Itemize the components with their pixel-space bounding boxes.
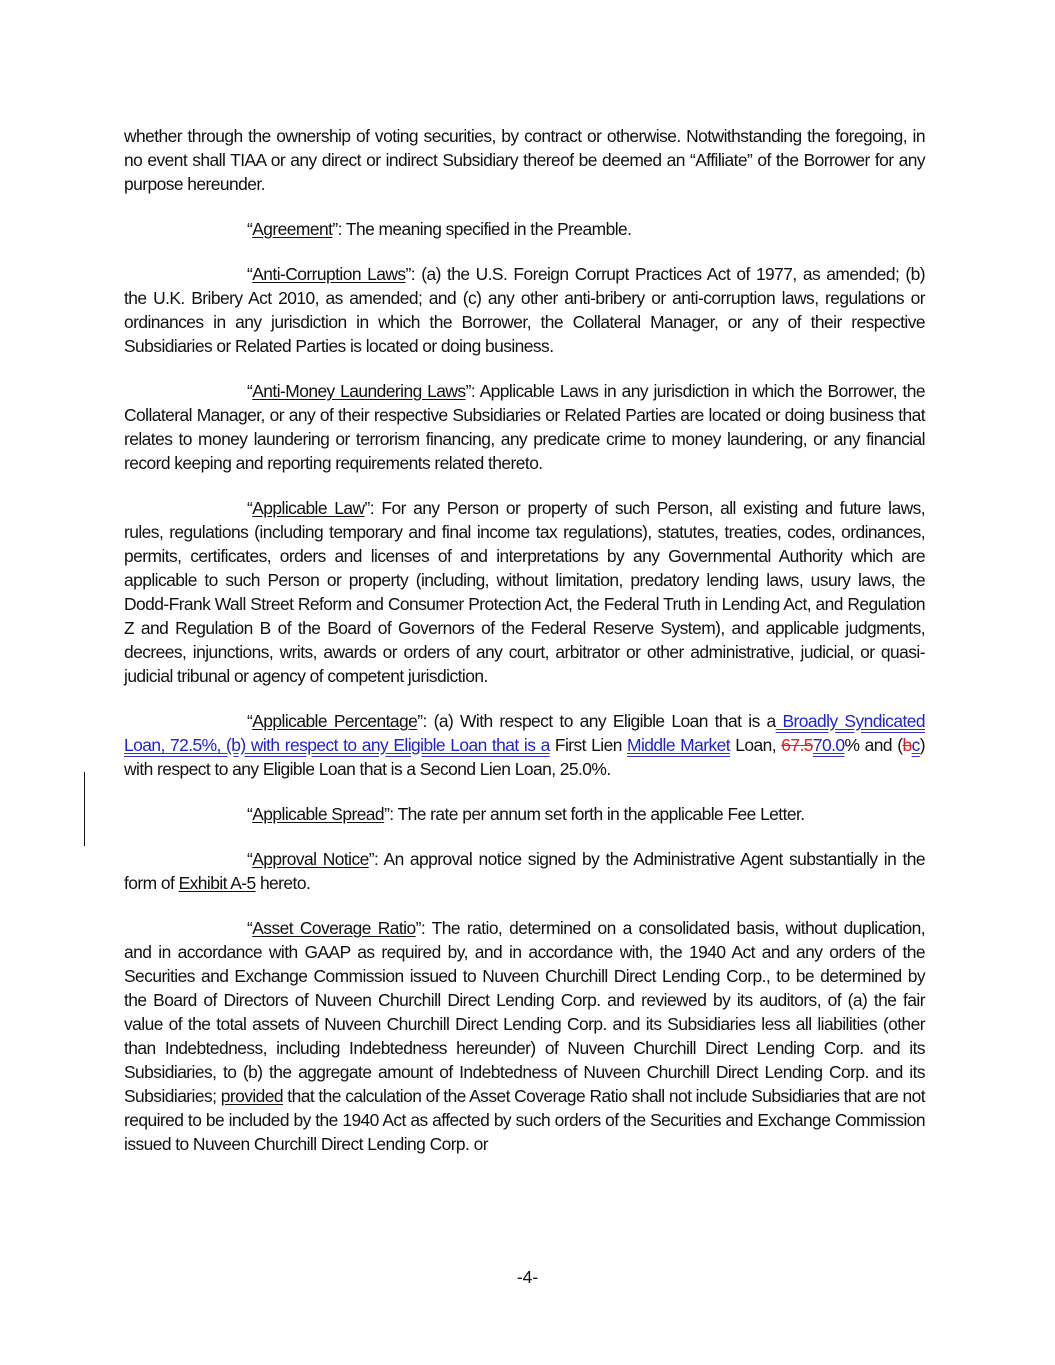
open-quote: “ [247, 918, 253, 938]
close-quote: ”: [417, 711, 434, 731]
defined-term: Applicable Law [252, 498, 365, 518]
close-quote: ”: [405, 264, 422, 284]
definition-text: The rate per annum set forth in the applicable Fee Letter. [397, 804, 805, 824]
definition-text: The ratio, determined on a consolidated basis, without duplication, and in accordance with GAAP as required by, and in accordance with, the 1940 Act and any orders of the Securities and Exchange Commission issued to Nuveen Churchill Direct Lending Corp., to be determined by the Board of Directors of Nuveen Churchill Direct Lending Corp. and reviewed by its auditors, of (a) the fair value of the total assets of Nuveen Churchill Direct Lending Corp. and its Subsidiaries less all liabilities (other than Indebtedness, including Indebtedness hereunder) of Nuveen Churchill Direct Lending Corp. and its Subsidiaries, to (b) the aggregate amount of Indebtedness of Nuveen Churchill Direct Lending Corp. and its Subsidiaries; [124, 918, 925, 1106]
open-quote: “ [247, 264, 253, 284]
paragraph-text: whether through the ownership of voting securities, by contract or otherwise. Notwithstanding the foregoing, in no event shall TIAA or any direct or indirect Subsidiary thereof be deemed an “Affiliate” of the Borrower for any purpose hereunder. [124, 126, 925, 194]
defined-term: Asset Coverage Ratio [252, 918, 416, 938]
close-quote: ”: [364, 498, 382, 518]
paragraph-affiliate-continuation [124, 124, 925, 196]
definition-approval-notice [124, 847, 925, 895]
defined-term: Applicable Percentage [252, 711, 418, 731]
inserted-text: Broadly Syndicated Loan, 72.5%, (b) with respect to any Eligible Loan that is a [124, 711, 925, 755]
defined-term: Agreement [252, 219, 333, 239]
close-quote: ”: [415, 918, 432, 938]
document-page [124, 124, 925, 1177]
open-quote: “ [247, 498, 253, 518]
exhibit-reference: Exhibit A-5 [178, 873, 256, 893]
definition-text: An approval notice signed by the Administrative Agent substantially in the form of [124, 849, 925, 893]
definition-applicable-spread [124, 802, 925, 826]
definition-anti-money-laundering-laws [124, 379, 925, 475]
close-quote: ”: [384, 804, 398, 824]
definition-text: For any Person or property of such Person, all existing and future laws, rules, regulations (including temporary and final income tax regulations), statutes, treaties, codes, ordinances, permits, certificates, orders and licenses of and interpretations by any Governmental Authority which are applicable to such Person or property (including, without limitation, predatory lending laws, usury laws, the Dodd-Frank Wall Street Reform and Consumer Protection Act, the Federal Truth in Lending Act, and Regulation Z and Regulation B of the Board of Governors of the Federal Reserve System), and applicable judgments, decrees, injunctions, writs, awards or orders of any court, arbitrator or other administrative, judicial, or quasi-judicial tribunal or agency of competent jurisdiction. [124, 498, 926, 686]
definition-text: hereto. [255, 873, 311, 893]
definition-asset-coverage-ratio [124, 916, 925, 1156]
defined-term: Anti-Money Laundering Laws [252, 381, 466, 401]
definition-applicable-law [124, 496, 925, 688]
revision-change-bar [84, 772, 85, 846]
definition-anti-corruption-laws [124, 262, 925, 358]
definition-text: (a) the U.S. Foreign Corrupt Practices Act of 1977, as amended; (b) the U.K. Bribery Act 2010, as amended; and (c) any other anti-bribery or anti-corruption laws, regulations or ordinances in any jurisdiction in which the Borrower, the Collateral Manager, or any of their respective Subsidiaries or Related Parties is located or doing business. [124, 264, 925, 356]
proviso-term: provided [220, 1086, 284, 1106]
definition-text: Applicable Laws in any jurisdiction in which the Borrower, the Collateral Manager, or any of their respective Subsidiaries or Related Parties are located or doing business that relates to money laundering or terrorism financing, any predicate crime to money laundering, or any financial record keeping and reporting requirements related thereto. [124, 381, 925, 473]
definition-text: % and ( [844, 735, 903, 755]
inserted-text: 70.0 [812, 735, 845, 755]
defined-term: Approval Notice [252, 849, 369, 869]
definition-agreement [124, 217, 925, 241]
definition-text: Loan, [730, 735, 782, 755]
deleted-text: b [902, 735, 912, 755]
definition-text: First Lien [549, 735, 628, 755]
definition-text: that the calculation of the Asset Coverage Ratio shall not include Subsidiaries that are not required to be included by the 1940 Act as affected by such orders of the Securities and Exchange Commission issued to Nuveen Churchill Direct Lending Corp. or [124, 1086, 926, 1154]
definition-text: ) with respect to any Eligible Loan that is a Second Lien Loan, 25.0%. [124, 735, 925, 779]
open-quote: “ [247, 849, 253, 869]
inserted-text: Middle Market [627, 735, 731, 755]
inserted-text: c [911, 735, 920, 755]
defined-term: Anti-Corruption Laws [252, 264, 406, 284]
definition-text: (a) With respect to any Eligible Loan that is a [433, 711, 776, 731]
deleted-text: 67.5 [781, 735, 813, 755]
close-quote: ”: [332, 219, 346, 239]
defined-term: Applicable Spread [252, 804, 385, 824]
definition-applicable-percentage [124, 709, 925, 781]
page-number: -4- [516, 1267, 539, 1287]
open-quote: “ [247, 804, 253, 824]
close-quote: ”: [465, 381, 480, 401]
open-quote: “ [247, 381, 253, 401]
close-quote: ”: [368, 849, 384, 869]
definition-text: The meaning specified in the Preamble. [345, 219, 632, 239]
open-quote: “ [247, 219, 253, 239]
open-quote: “ [247, 711, 253, 731]
